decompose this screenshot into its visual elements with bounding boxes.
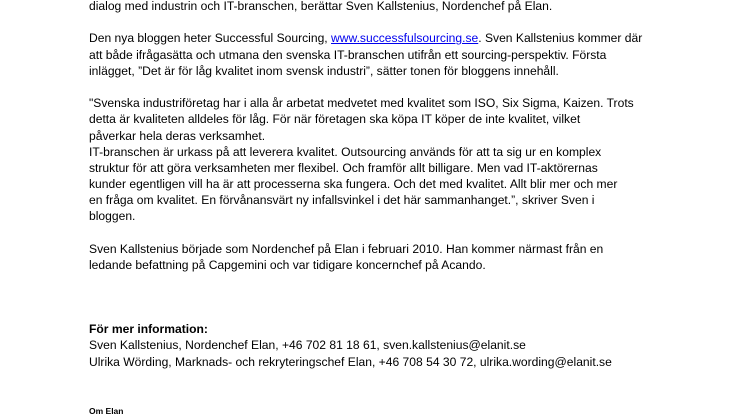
quote-line: struktur för att göra verksamheten mer flexibel. Och framför allt billigare. Men vad IT-aktörernas [89, 160, 598, 175]
blog-line-2: att både ifrågasätta och utmana den svenska IT-branschen utifrån ett sourcing-perspektiv. Första [89, 47, 607, 62]
quote-line: påverkar hela deras verksamhet. [89, 128, 266, 143]
blog-paragraph [89, 30, 649, 79]
contact-line-sven: Sven Kallstenius, Nordenchef Elan, +46 702 81 18 61, sven.kallstenius@elanit.se [89, 338, 526, 353]
quote-line: "Svenska industriföretag har i alla år arbetat medvetet med kvalitet som ISO, Six Sigma, Kaizen. Trots [89, 96, 634, 111]
contact-line-ulrika: Ulrika Wörding, Marknads- och rekryteringschef Elan, +46 708 54 30 72, ulrika.wording@elanit.se [89, 354, 612, 369]
document-body [89, 0, 649, 386]
bio-line: ledande befattning på Capgemini och var tidigare koncernchef på Acando. [89, 258, 486, 272]
intro-line: dialog med industrin och IT-branschen, berättar Sven Kallstenius, Nordenchef på Elan. [89, 0, 553, 13]
about-heading: Om Elan [89, 406, 124, 416]
bio-paragraph [89, 241, 649, 273]
blog-line-3: inlägget, ”Det är för låg kvalitet inom svensk industri”, sätter tonen för bloggens innehåll. [89, 63, 559, 78]
contact-section [89, 321, 649, 370]
intro-paragraph [89, 0, 649, 14]
quote-line: bloggen. [89, 209, 136, 224]
blog-link[interactable]: www.successfulsourcing.se [331, 31, 479, 46]
quote-line: detta är kvaliteten alldeles för låg. För när företagen ska köpa IT köper de inte kvalitet, vilket [89, 112, 581, 127]
quote-line: IT-branschen är urkass på att leverera kvalitet. Outsourcing används för att ta sig ur en komplex [89, 144, 602, 159]
quote-line: kunder egentligen vill ha är att processerna ska fungera. Och det med kvalitet. Allt blir mer och mer [89, 177, 618, 192]
contact-heading: För mer information: [89, 322, 208, 337]
blog-line-1 [89, 30, 649, 46]
bio-line: Sven Kallstenius började som Nordenchef på Elan i februari 2010. Han kommer närmast från en [89, 241, 604, 256]
quote-line: en fråga om kvalitet. En förvånansvärt ny infallsvinkel i det här sammanhanget.”, skriver Sven i [89, 193, 595, 208]
quote-paragraph [89, 95, 649, 225]
blog-line-1-start: Den nya bloggen heter Successful Sourcing, [89, 31, 332, 46]
blog-line-1-end: . Sven Kallstenius kommer där [478, 31, 643, 46]
